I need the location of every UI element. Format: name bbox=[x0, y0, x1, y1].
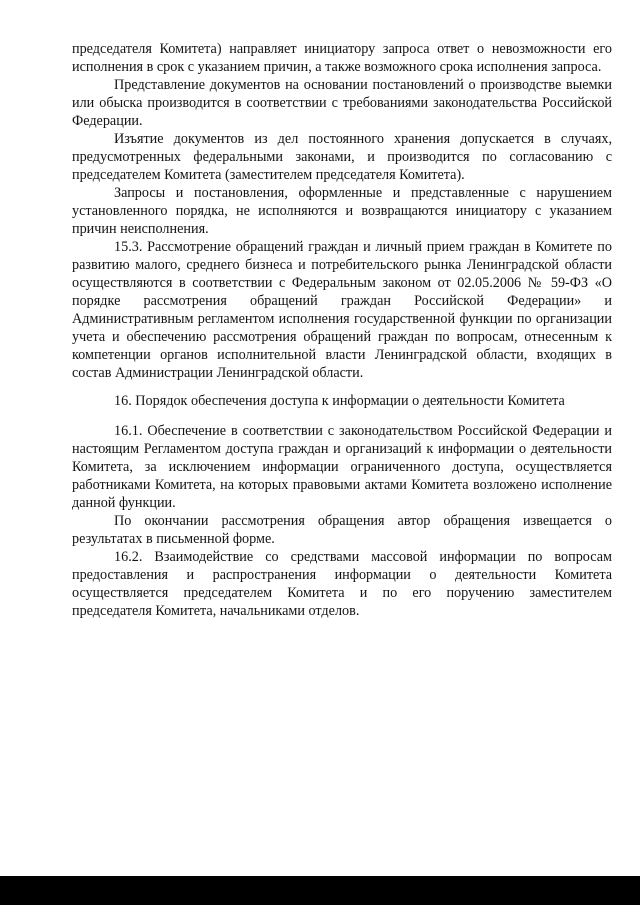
paragraph-requests-violations: Запросы и постановления, оформленные и представленные с нарушением установленного порядка, не исполняются и возвращаются инициатору с указанием причин неисполнения. bbox=[72, 185, 612, 237]
paragraph-16-1: 16.1. Обеспечение в соответствии с законодательством Российской Федерации и настоящим Регламентом доступа граждан и организаций к информации о деятельности Комитета, за исключением информации ограниченного доступа, осуществляется работниками Комитета, на которых правовыми актами Комитета возложено исполнение данной функции. bbox=[72, 423, 612, 511]
section-heading-16: 16. Порядок обеспечения доступа к информации о деятельности Комитета bbox=[114, 393, 565, 409]
paragraph-documents-seizure: Изъятие документов из дел постоянного хранения допускается в случаях, предусмотренных федеральными законами, и производится по согласованию с председателем Комитета (заместителем председателя Комитета). bbox=[72, 131, 612, 183]
paragraph-16-2: 16.2. Взаимодействие со средствами массовой информации по вопросам предоставления и распространения информации о деятельности Комитета осуществляется председателем Комитета и по его поручению заместителем председателя Комитета, начальниками отделов. bbox=[72, 549, 612, 619]
paragraph-15-3: 15.3. Рассмотрение обращений граждан и личный прием граждан в Комитете по развитию малого, среднего бизнеса и потребительского рынка Ленинградской области осуществляются в соответствии с Федеральным законом от 02.05.2006 № 59-ФЗ «О порядке рассмотрения обращений граждан Российской Федерации» и Административным регламентом исполнения государственной функции по организации учета и обеспечению рассмотрения обращений граждан по вопросам, отнесенным к компетенции органов исполнительной власти Ленинградской области, входящих в состав Администрации Ленинградской области. bbox=[72, 239, 612, 381]
document-page bbox=[72, 40, 612, 620]
paragraph-continuation: председателя Комитета) направляет инициатору запроса ответ о невозможности его исполнения в срок с указанием причин, а также возможного срока исполнения запроса. bbox=[72, 41, 612, 75]
paragraph-notification: По окончании рассмотрения обращения автор обращения извещается о результатах в письменной форме. bbox=[72, 513, 612, 547]
paragraph-documents-submission: Представление документов на основании постановлений о производстве выемки или обыска производится в соответствии с требованиями законодательства Российской Федерации. bbox=[72, 77, 612, 129]
scan-bottom-border bbox=[0, 876, 640, 905]
